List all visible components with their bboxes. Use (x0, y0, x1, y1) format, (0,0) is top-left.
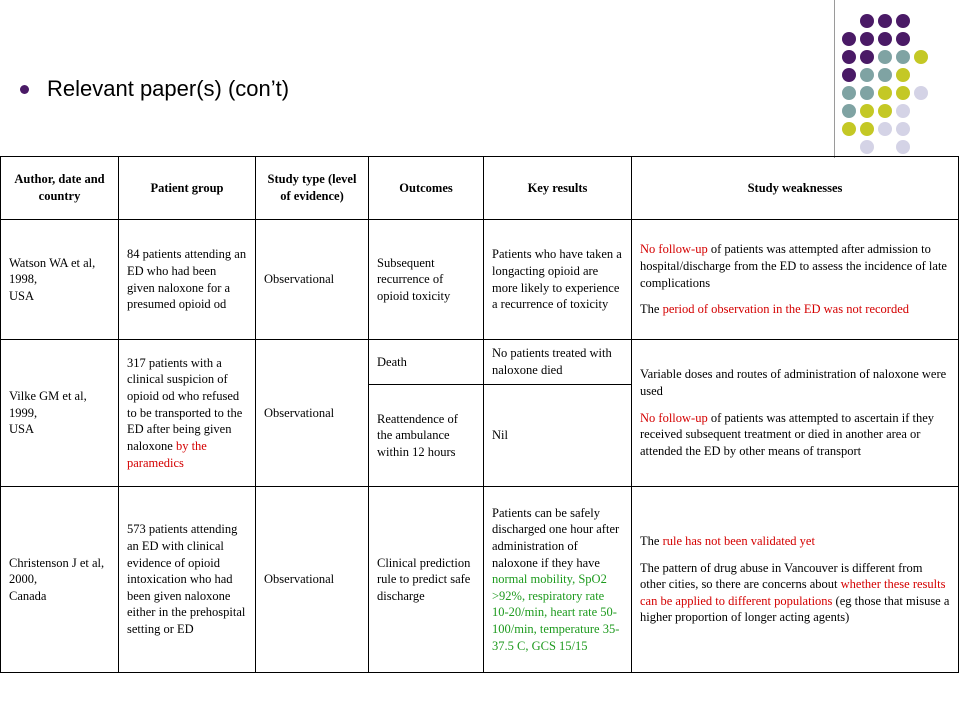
decorative-dot (896, 86, 910, 100)
decorative-divider-line (834, 0, 835, 158)
study-type-cell: Observational (256, 340, 369, 487)
decorative-dot (860, 104, 874, 118)
decorative-dot (860, 50, 874, 64)
header-key-results: Key results (484, 157, 632, 220)
decorative-dot (878, 122, 892, 136)
weakness-paragraph: The period of observation in the ED was not recorded (640, 302, 910, 317)
key-results-cell: Nil (484, 385, 632, 487)
decorative-dot (914, 50, 928, 64)
decorative-dot (860, 122, 874, 136)
decorative-dot (914, 86, 928, 100)
decorative-dot (896, 50, 910, 64)
highlight-text: rule has not been validated yet (662, 533, 815, 548)
decorative-dot (842, 104, 856, 118)
decorative-dot (878, 86, 892, 100)
highlight-text: No follow-up (640, 410, 708, 425)
table-row (1, 220, 959, 340)
author-cell (1, 487, 119, 673)
papers-table (0, 156, 959, 673)
key-results-cell: Patients who have taken a longacting opioid are more likely to experience a recurrence of toxicity (484, 220, 632, 340)
author-year: 1999, (9, 405, 38, 420)
decorative-dot (878, 50, 892, 64)
header-study-type: Study type (level of evidence) (256, 157, 369, 220)
weakness-paragraph: No follow-up of patients was attempted after admission to hospital/discharge from the ED to assess the incidence of late complications (640, 242, 947, 290)
decorative-dot (896, 140, 910, 154)
header-patient-group: Patient group (119, 157, 256, 220)
weaknesses-cell (632, 487, 959, 673)
decorative-dot (896, 122, 910, 136)
weaknesses-cell (632, 340, 959, 487)
bullet-icon (20, 85, 29, 94)
header-study-weaknesses: Study weaknesses (632, 157, 959, 220)
author-name: Watson WA et al, (9, 255, 96, 270)
study-type-cell: Observational (256, 487, 369, 673)
author-name: Vilke GM et al, (9, 389, 87, 404)
highlight-text: normal mobility, SpO2 >92%, respiratory rate 10-20/min, heart rate 50-100/min, temperature 35-37.5 C, GCS 15/15 (492, 572, 620, 653)
highlight-text: No follow-up (640, 242, 708, 257)
highlight-text: by the paramedics (127, 438, 207, 470)
outcomes-cell: Subsequent recurrence of opioid toxicity (369, 220, 484, 340)
decorative-dot (842, 122, 856, 136)
author-cell (1, 220, 119, 340)
table-header-row (1, 157, 959, 220)
weakness-paragraph: The pattern of drug abuse in Vancouver is different from other cities, so there are concerns about whether these results can be applied to different populations (eg those that misuse a higher proportion of longer acting agents) (640, 560, 950, 625)
decorative-dot (860, 68, 874, 82)
decorative-dot (860, 32, 874, 46)
decorative-dot (896, 14, 910, 28)
author-country: Canada (9, 588, 47, 603)
decorative-dot (896, 104, 910, 118)
decorative-dot (842, 86, 856, 100)
author-year: 1998, (9, 272, 38, 287)
decorative-dot (878, 68, 892, 82)
author-country: USA (9, 422, 35, 437)
highlight-text: whether these results can be applied to different populations (640, 577, 946, 608)
decorative-dot (842, 32, 856, 46)
decorative-dot (860, 140, 874, 154)
decorative-dot (860, 14, 874, 28)
weakness-paragraph: The rule has not been validated yet (640, 533, 815, 548)
outcomes-cell: Reattendence of the ambulance within 12 hours (369, 385, 484, 487)
outcomes-cell: Clinical prediction rule to predict safe discharge (369, 487, 484, 673)
study-type-cell: Observational (256, 220, 369, 340)
decorative-dot (878, 32, 892, 46)
decorative-dot (842, 50, 856, 64)
author-country: USA (9, 288, 35, 303)
author-name: Christenson J et al, (9, 555, 105, 570)
decorative-dot (860, 86, 874, 100)
key-results-cell: No patients treated with naloxone died (484, 340, 632, 385)
highlight-text: period of observation in the ED was not recorded (662, 302, 910, 317)
decorative-dot (878, 104, 892, 118)
table-row (1, 487, 959, 673)
decorative-dot-grid (842, 14, 952, 154)
patient-group-cell: 84 patients attending an ED who had been given naloxone for a presumed opioid od (119, 220, 256, 340)
header-author: Author, date and country (1, 157, 119, 220)
table-row (1, 340, 959, 385)
patient-group-cell: 573 patients attending an ED with clinical evidence of opioid intoxication who had been given naloxone either in the prehospital setting or ED (119, 487, 256, 673)
author-year: 2000, (9, 572, 38, 587)
author-cell (1, 340, 119, 487)
weakness-paragraph: No follow-up of patients was attempted to ascertain if they received subsequent treatment or died in another area or attended the ED by other means of transport (640, 410, 935, 458)
weakness-paragraph: Variable doses and routes of administration of naloxone were used (640, 367, 947, 399)
patient-group-cell: 317 patients with a clinical suspicion of opioid od who refused to be transported to the ED after being given naloxone by the paramedics (119, 340, 256, 487)
decorative-dot (878, 14, 892, 28)
outcomes-cell: Death (369, 340, 484, 385)
key-results-cell: Patients can be safely discharged one hour after administration of naloxone if they have normal mobility, SpO2 >92%, respiratory rate 10-20/min, heart rate 50-100/min, temperature 35-37.5 C, GCS 15/15 (484, 487, 632, 673)
header-outcomes: Outcomes (369, 157, 484, 220)
decorative-dot (842, 68, 856, 82)
slide-heading: Relevant paper(s) (con’t) (47, 76, 290, 101)
bullet-point (20, 76, 289, 102)
decorative-dot (896, 32, 910, 46)
weaknesses-cell (632, 220, 959, 340)
decorative-dot (896, 68, 910, 82)
